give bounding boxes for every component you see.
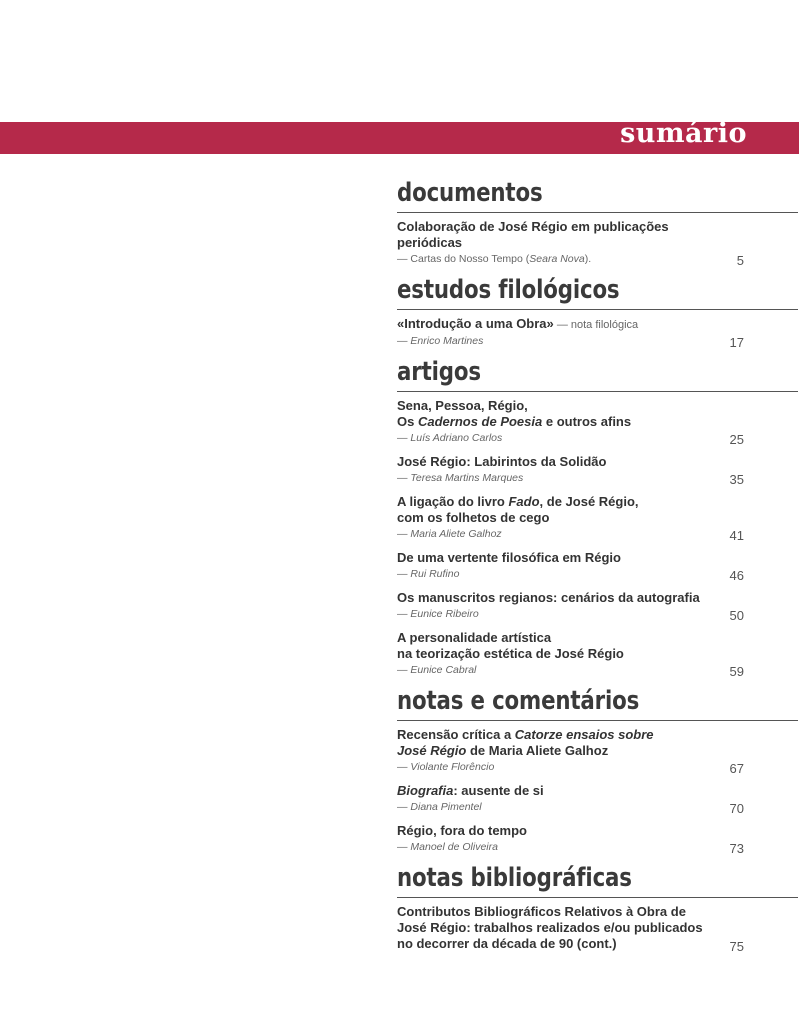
section-divider	[397, 212, 798, 213]
section-heading: estudos filológicos	[397, 275, 620, 305]
toc-section	[397, 686, 798, 854]
toc-section	[397, 275, 798, 348]
entry-author	[397, 334, 738, 348]
entry-title-part: Os manuscritos regianos: cenários da autografia	[397, 590, 700, 605]
page-number: 67	[729, 761, 744, 776]
page-number: 75	[729, 939, 744, 954]
entry-author	[397, 252, 738, 266]
toc-entry[interactable]	[397, 727, 798, 774]
entry-title-part: De uma vertente filosófica em Régio	[397, 550, 621, 565]
entry-title	[397, 454, 738, 470]
toc-section	[397, 863, 798, 952]
page-number: 59	[729, 664, 744, 679]
section-heading: notas bibliográficas	[397, 863, 632, 893]
entry-author-part: —	[397, 528, 411, 540]
entry-author-part: Maria Aliete Galhoz	[410, 528, 502, 540]
page-number: 25	[729, 432, 744, 447]
entry-author	[397, 840, 738, 854]
page-number: 46	[729, 568, 744, 583]
entry-title-part: Catorze ensaios sobre José Régio	[397, 727, 654, 758]
toc-section	[397, 178, 798, 266]
entry-author-part: —	[397, 608, 411, 620]
page-number: 35	[729, 472, 744, 487]
entry-author-part: —	[397, 335, 411, 347]
entry-title-part: José Régio: Labirintos da Solidão	[397, 454, 607, 469]
entry-author-part: Manoel de Oliveira	[410, 841, 498, 853]
entry-title-part: Recensão crítica a	[397, 727, 515, 742]
section-heading: documentos	[397, 178, 543, 208]
entry-title	[397, 590, 738, 606]
toc-entry[interactable]	[397, 823, 798, 854]
entry-title	[397, 316, 738, 333]
entry-author-part: Teresa Martins Marques	[410, 472, 524, 484]
section-divider	[397, 720, 798, 721]
entry-author-part: —	[397, 801, 411, 813]
section-divider	[397, 391, 798, 392]
entry-author-part: —	[397, 568, 411, 580]
entry-title-part: «Introdução a uma Obra»	[397, 316, 554, 331]
entry-author	[397, 471, 738, 485]
toc-section	[397, 357, 798, 677]
page-number: 5	[736, 253, 744, 268]
entry-author-part: Luís Adriano Carlos	[410, 432, 503, 444]
entry-author-part: Eunice Cabral	[410, 664, 477, 676]
toc-entry[interactable]	[397, 783, 798, 814]
entry-author-part: Seara Nova	[529, 253, 585, 265]
entry-title-part: Colaboração de José Régio em publicações periódicas	[397, 219, 669, 250]
entry-title-part: A personalidade artística na teorização estética de José Régio	[397, 630, 624, 661]
entry-author-part: —	[397, 432, 411, 444]
toc-entry[interactable]	[397, 316, 798, 348]
entry-author-part: ).	[584, 253, 592, 265]
toc-entry[interactable]	[397, 904, 798, 952]
entry-title	[397, 783, 738, 799]
entry-title-part: Contributos Bibliográficos Relativos à Obra de José Régio: trabalhos realizados e/ou publicados no decorrer da década de 90 (cont.)	[397, 904, 703, 951]
entry-author-part: Rui Rufino	[410, 568, 460, 580]
entry-author	[397, 527, 738, 541]
entry-author	[397, 663, 738, 677]
entry-author-part: Eunice Ribeiro	[410, 608, 479, 620]
entry-author-part: —	[397, 664, 411, 676]
toc-entry[interactable]	[397, 398, 798, 445]
entry-title-part: Cadernos de Poesia	[417, 414, 543, 429]
entry-title	[397, 823, 738, 839]
entry-title-part: e outros afins	[542, 414, 632, 429]
page-number: 41	[729, 528, 744, 543]
entry-title	[397, 904, 738, 952]
entry-title	[397, 494, 738, 526]
entry-author-part: — Cartas do Nosso Tempo (	[397, 253, 530, 265]
entry-author-part: —	[397, 761, 411, 773]
entry-title-part: Sena, Pessoa, Régio, Os	[397, 398, 528, 429]
page-number: 73	[729, 841, 744, 856]
header-banner	[0, 118, 799, 154]
entry-author	[397, 760, 738, 774]
toc-entry[interactable]	[397, 219, 798, 266]
entry-author	[397, 800, 738, 814]
entry-author	[397, 607, 738, 621]
section-divider	[397, 309, 798, 310]
page-title: sumário	[620, 118, 747, 149]
entry-title-part: de Maria Aliete Galhoz	[466, 743, 609, 758]
entry-author-part: Violante Florêncio	[410, 761, 495, 773]
entry-title	[397, 219, 738, 251]
toc-entry[interactable]	[397, 494, 798, 541]
page-number: 50	[729, 608, 744, 623]
entry-title-part: Biografia	[397, 783, 454, 798]
section-divider	[397, 897, 798, 898]
toc-entry[interactable]	[397, 590, 798, 621]
page-number: 17	[729, 335, 744, 350]
entry-title	[397, 727, 738, 759]
entry-title	[397, 550, 738, 566]
entry-author-part: —	[397, 472, 411, 484]
entry-author-part: Diana Pimentel	[410, 801, 482, 813]
page-number: 70	[729, 801, 744, 816]
section-heading: artigos	[397, 357, 481, 387]
toc-entry[interactable]	[397, 550, 798, 581]
entry-title	[397, 398, 738, 430]
entry-title-note: — nota filológica	[553, 319, 639, 331]
section-heading: notas e comentários	[397, 686, 640, 716]
entry-title-part: A ligação do livro	[397, 494, 509, 509]
toc-entry[interactable]	[397, 630, 798, 677]
entry-title-part: Régio, fora do tempo	[397, 823, 527, 838]
entry-author	[397, 431, 738, 445]
toc-entry[interactable]	[397, 454, 798, 485]
table-of-contents	[397, 178, 798, 961]
entry-author-part: Enrico Martines	[410, 335, 484, 347]
entry-author	[397, 567, 738, 581]
entry-title-part: , de José Régio, com os folhetos de cego	[397, 494, 639, 525]
entry-title-part: : ausente de si	[453, 783, 544, 798]
entry-author-part: —	[397, 841, 411, 853]
entry-title-part: Fado	[508, 494, 540, 509]
entry-title	[397, 630, 738, 662]
